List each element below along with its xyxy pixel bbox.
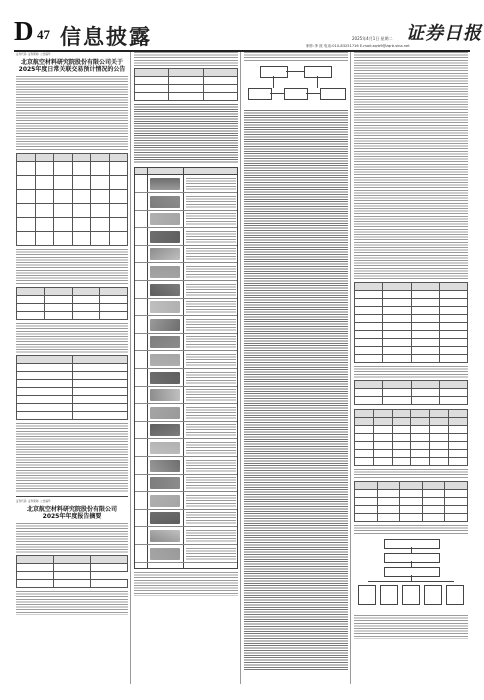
product-photo: [150, 460, 180, 472]
product-description: [186, 301, 236, 313]
body-text: [134, 104, 238, 164]
org-box: [384, 567, 440, 577]
product-photo: [150, 231, 180, 243]
table-rule: [135, 509, 237, 510]
body-text: [16, 591, 128, 615]
diagram-arrow: [306, 93, 320, 94]
announcement-title: [16, 59, 128, 73]
body-text: [354, 52, 468, 280]
product-photo: [150, 389, 180, 401]
column-3: [244, 52, 348, 670]
data-table: [354, 380, 468, 405]
table-rule: [135, 227, 237, 228]
product-description: [186, 354, 236, 366]
column-divider: [240, 52, 241, 684]
product-photo: [150, 495, 180, 507]
announcement-title-line: 北京航空材料研究院股份有限公司关于: [20, 59, 123, 66]
product-photo: [150, 213, 180, 225]
table-rule: [135, 562, 237, 563]
body-text: [16, 523, 128, 553]
column-divider: [130, 52, 131, 684]
diagram-box: [248, 88, 272, 100]
data-table: [16, 287, 128, 320]
body-text: [354, 525, 468, 535]
product-description: [186, 336, 236, 348]
data-table: [354, 481, 468, 522]
table-rule: [135, 298, 237, 299]
product-description: [186, 284, 236, 296]
body-text: [16, 249, 128, 285]
product-description: [186, 231, 236, 243]
product-photo: [150, 442, 180, 454]
diagram-arrow: [286, 71, 304, 72]
body-text: [134, 572, 238, 596]
table-rule: [135, 491, 237, 492]
table-rule: [135, 315, 237, 316]
column-2: [134, 52, 238, 596]
table-header-row: [135, 168, 237, 175]
table-rule: [135, 421, 237, 422]
data-table: [16, 555, 128, 588]
body-text: [16, 423, 128, 493]
body-text: [16, 76, 128, 150]
product-description: [186, 512, 236, 524]
product-photo: [150, 548, 180, 560]
product-photo: [150, 336, 180, 348]
org-box: [380, 585, 398, 605]
section-title: 信息披露: [60, 25, 152, 49]
diagram-arrow: [317, 76, 318, 88]
org-box: [446, 585, 464, 605]
product-description: [186, 495, 236, 507]
product-description: [186, 319, 236, 331]
table-rule: [135, 210, 237, 211]
issue-date: 2025年4月1日 星期二: [352, 36, 393, 41]
org-link: [411, 561, 412, 567]
product-photo: [150, 319, 180, 331]
announcement-title-line: 2025年度日常关联交易预计情况的公告: [18, 66, 126, 73]
section-divider: [16, 496, 128, 497]
product-description: [186, 460, 236, 472]
diagram-box: [284, 88, 308, 100]
table-rule: [135, 350, 237, 351]
body-text: [134, 52, 238, 66]
org-link: [411, 547, 412, 553]
data-table: [134, 68, 238, 101]
newspaper-brand-logo: 证券日报: [406, 23, 482, 44]
product-photo: [150, 196, 180, 208]
product-photo: [150, 372, 180, 384]
org-link: [368, 581, 454, 582]
product-photo: [150, 512, 180, 524]
product-description: [186, 389, 236, 401]
org-box: [384, 539, 440, 549]
code-line: 证券代码: 证券简称: 公告编号:: [16, 53, 52, 56]
product-photo: [150, 178, 180, 190]
data-table: [16, 355, 128, 420]
product-description: [186, 196, 236, 208]
data-table: [16, 153, 128, 246]
table-rule: [135, 368, 237, 369]
table-rule: [135, 456, 237, 457]
diagram-box: [320, 88, 346, 100]
product-photo: [150, 354, 180, 366]
editor-line: 制作:李 波 电话:010-83251716 E-mail:zqrb9@zqrb.sina.net: [306, 44, 410, 48]
table-rule: [135, 280, 237, 281]
product-photo: [150, 407, 180, 419]
table-rule: [135, 403, 237, 404]
table-rule: [135, 245, 237, 246]
table-rule: [135, 526, 237, 527]
body-text: [244, 52, 348, 62]
product-photo: [150, 284, 180, 296]
product-description: [186, 442, 236, 454]
diagram-box: [304, 66, 332, 78]
announcement-title: [16, 506, 128, 520]
announcement-title-line: 北京航空材料研究院股份有限公司: [26, 506, 117, 513]
product-photo: [150, 266, 180, 278]
org-chart: [354, 537, 468, 613]
product-description: [186, 372, 236, 384]
org-box: [358, 585, 376, 605]
product-photo: [150, 248, 180, 260]
product-description: [186, 248, 236, 260]
table-rule: [135, 544, 237, 545]
body-text: [16, 323, 128, 353]
product-description: [186, 530, 236, 542]
product-description: [186, 477, 236, 489]
product-description: [186, 178, 236, 190]
body-text: [244, 110, 348, 670]
product-photo: [150, 530, 180, 542]
table-rule: [135, 333, 237, 334]
product-description: [186, 424, 236, 436]
page-number: 47: [37, 27, 50, 42]
product-description: [186, 266, 236, 278]
data-table: [354, 282, 468, 363]
announcement-title-line: 2025年年度报告摘要: [42, 513, 102, 520]
product-description: [186, 407, 236, 419]
table-rule: [135, 262, 237, 263]
product-photo: [150, 424, 180, 436]
table-rule: [135, 474, 237, 475]
body-text: [354, 615, 468, 639]
diagram-arrow: [270, 93, 284, 94]
table-rule: [135, 386, 237, 387]
product-photo: [150, 301, 180, 313]
product-table: [134, 167, 238, 569]
page-code: D: [14, 16, 34, 46]
org-box: [402, 585, 420, 605]
data-table: [354, 409, 468, 466]
column-divider: [350, 52, 351, 684]
diagram-arrow: [273, 76, 274, 88]
product-photo: [150, 477, 180, 489]
product-description: [186, 548, 236, 560]
table-rule: [135, 192, 237, 193]
table-rule: [135, 438, 237, 439]
column-1: [16, 52, 128, 615]
code-line: 证券代码: 证券简称: 公告编号:: [16, 500, 52, 503]
body-text: [354, 366, 468, 378]
masthead: [0, 0, 484, 50]
org-box: [384, 553, 440, 563]
flow-diagram: [244, 64, 348, 108]
diagram-box: [260, 66, 288, 78]
product-description: [186, 213, 236, 225]
org-box: [424, 585, 442, 605]
body-text: [354, 469, 468, 479]
column-4: [354, 52, 468, 639]
